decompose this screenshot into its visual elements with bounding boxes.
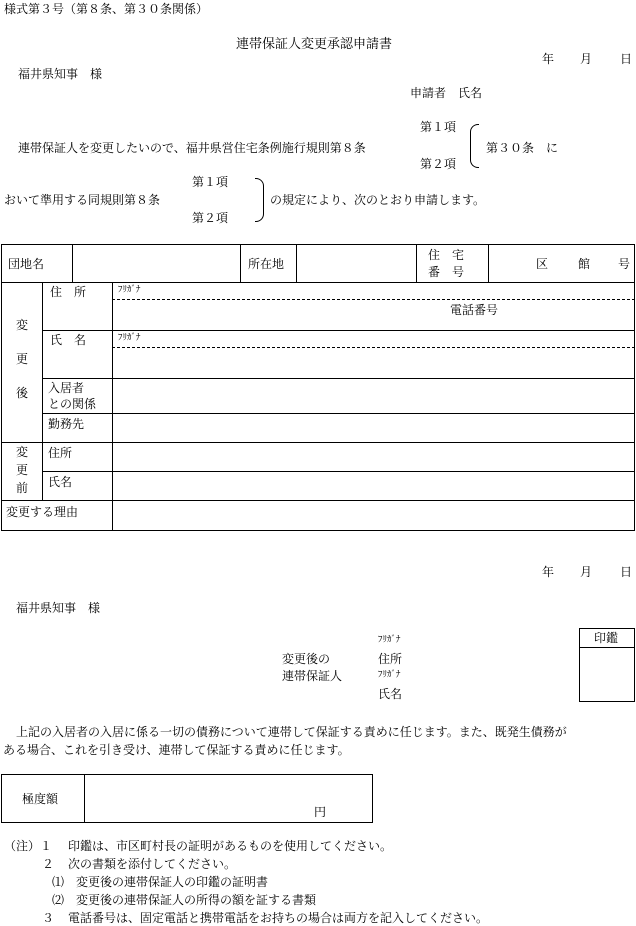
date2-day: 日 <box>620 565 633 579</box>
option-paragraph-b1: 第１項 <box>192 175 229 189</box>
pledge-line-1: 上記の入居者の入居に係る一切の債務について連帯して保証する責めに任じます。また、既発生債務が <box>16 725 567 739</box>
addressee: 福井県知事 様 <box>18 67 103 81</box>
after-label-1: 変 <box>16 318 29 332</box>
option-paragraph-1: 第１項 <box>420 120 457 134</box>
shozaichi-field[interactable] <box>297 245 416 282</box>
before-name-label: 氏名 <box>48 475 73 489</box>
option-paragraph-b2: 第２項 <box>192 211 229 225</box>
note-3-number: ３ <box>42 911 55 925</box>
address-field[interactable] <box>113 300 633 329</box>
before-address-label: 住所 <box>48 446 73 460</box>
reason-field[interactable] <box>113 501 633 530</box>
jutaku-label-2: 番 号 <box>428 265 465 279</box>
before-name-field[interactable] <box>113 472 633 499</box>
before-address-field[interactable] <box>113 443 633 470</box>
intro-line-2: おいて準用する同規則第８条 <box>4 193 161 207</box>
limit-unit: 円 <box>314 805 327 819</box>
before-label-1: 変 <box>16 445 29 459</box>
article-text: 第３０条 に <box>486 141 559 155</box>
date2-month: 月 <box>580 565 593 579</box>
page-title: 連帯保証人変更承認申請書 <box>236 37 393 52</box>
after-label-2: 更 <box>16 352 29 366</box>
addressee-2: 福井県知事 様 <box>16 601 101 615</box>
before-label-2: 更 <box>16 463 29 477</box>
note-2: 次の書類を添付してください。 <box>68 857 237 871</box>
jutaku-label-1: 住 宅 <box>428 248 465 262</box>
relation-label-2: との関係 <box>48 397 97 411</box>
left-brace <box>470 124 479 168</box>
limit-amount-field[interactable] <box>85 775 372 822</box>
date-day: 日 <box>620 52 633 66</box>
date-year: 年 <box>542 52 555 66</box>
note-3: 電話番号は、固定電話と携帯電話をお持ちの場合は両方を記入してください。 <box>68 911 489 925</box>
seal-label: 印鑑 <box>594 631 619 645</box>
guarantor-label-2: 連帯保証人 <box>282 669 343 683</box>
before-label-3: 前 <box>16 481 29 495</box>
limit-label: 極度額 <box>22 792 59 806</box>
intro-line-1: 連帯保証人を変更したいので、福井県営住宅条例施行規則第８条 <box>18 141 366 155</box>
note-2-number: ２ <box>42 857 55 871</box>
intro-line-2-end: の規定により、次のとおり申請します。 <box>270 193 486 207</box>
relation-label-1: 入居者 <box>48 381 85 395</box>
name-field[interactable] <box>113 348 633 377</box>
workplace-label: 勤務先 <box>48 417 85 431</box>
address-label: 住 所 <box>50 285 87 299</box>
pledge-line-2: ある場合、これを引き受け、連帯して保証する責めに任じます。 <box>3 743 350 757</box>
furigana-name: ﾌﾘｶﾞﾅ <box>118 333 141 343</box>
workplace-field[interactable] <box>113 414 633 441</box>
furigana-address: ﾌﾘｶﾞﾅ <box>118 285 141 295</box>
shozaichi-label: 所在地 <box>248 257 285 271</box>
ku-label: 区 <box>536 257 549 271</box>
guarantor-name: 氏名 <box>378 687 403 701</box>
name-label: 氏 名 <box>50 333 87 347</box>
danchi-label: 団地名 <box>8 257 45 271</box>
danchi-field[interactable] <box>73 245 240 282</box>
applicant-label: 申請者 氏名 <box>410 86 483 100</box>
note-2b: ⑵ 変更後の連帯保証人の所得の額を証する書類 <box>52 893 317 907</box>
option-paragraph-2: 第２項 <box>420 157 457 171</box>
guarantor-label-1: 変更後の <box>282 652 331 666</box>
form-number: 様式第３号（第８条、第３０条関係） <box>4 2 209 16</box>
note-prefix: （注）１ <box>4 839 53 853</box>
relation-field[interactable] <box>113 379 633 412</box>
after-label-3: 後 <box>16 386 29 400</box>
right-brace <box>255 178 264 222</box>
guarantor-address: 住所 <box>378 652 403 666</box>
date-month: 月 <box>580 52 593 66</box>
note-2a: ⑴ 変更後の連帯保証人の印鑑の証明書 <box>52 875 269 889</box>
kan-label: 館 <box>578 257 591 271</box>
reason-label: 変更する理由 <box>6 505 79 519</box>
go-label: 号 <box>618 257 631 271</box>
guarantor-furigana-2: ﾌﾘｶﾞﾅ <box>378 670 401 680</box>
phone-label: 電話番号 <box>450 303 499 317</box>
guarantor-furigana-1: ﾌﾘｶﾞﾅ <box>378 635 401 645</box>
note-1: 印鑑は、市区町村長の証明があるものを使用してください。 <box>68 839 393 853</box>
date2-year: 年 <box>542 565 555 579</box>
